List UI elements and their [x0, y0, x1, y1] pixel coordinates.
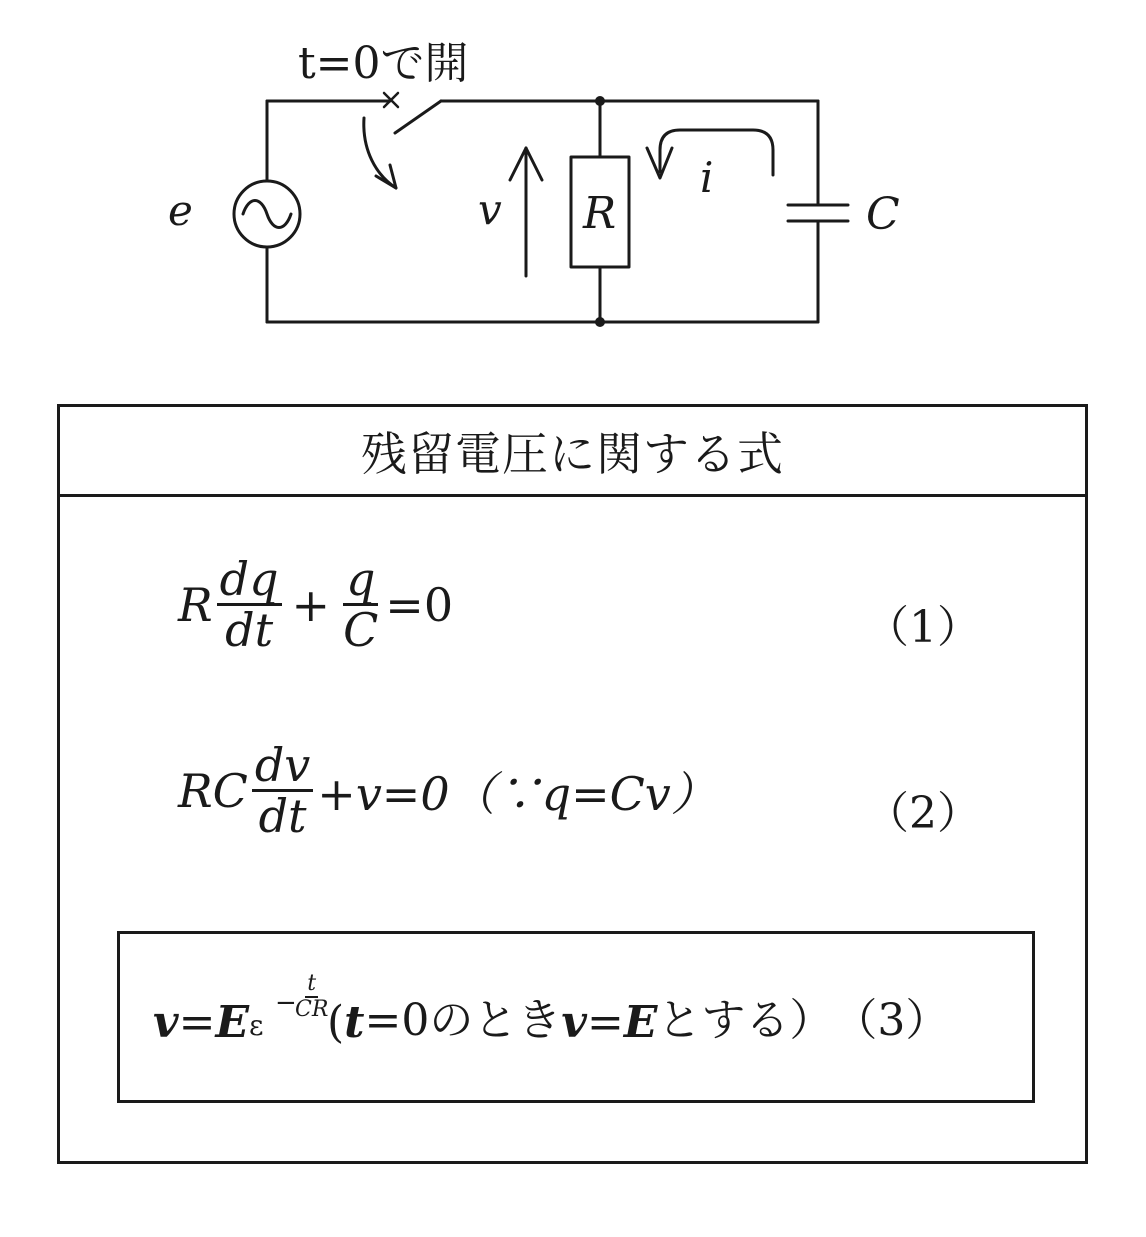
- voltage-label: v: [478, 185, 502, 234]
- eq2-rest: +v=0（∵q=Cv）: [317, 766, 717, 821]
- current-arrow-icon: [660, 130, 773, 175]
- eq3-exp-minus: −: [275, 988, 297, 1018]
- eq2-fraction-dv-dt: [252, 738, 313, 844]
- junction-dot-bottom: [595, 317, 605, 327]
- eq3-exp-fraction: [293, 972, 330, 1022]
- source-label: e: [168, 186, 193, 235]
- circuit-diagram: [0, 0, 1146, 380]
- eq3-exp-num: t: [305, 972, 318, 998]
- eq1-r: R: [178, 577, 213, 632]
- switch-label: t=0で開: [298, 38, 469, 89]
- formula-title: 残留電圧に関する式: [361, 426, 784, 481]
- eq3-number: （3）: [833, 995, 950, 1046]
- equation-3: [153, 971, 950, 1048]
- eq1-rhs: =0: [385, 577, 454, 632]
- eq2-num: dv: [252, 741, 313, 792]
- eq1-den2: C: [343, 603, 379, 658]
- eq3-eq: =: [178, 997, 216, 1048]
- formula-title-bar: [60, 407, 1085, 497]
- answer-box: [117, 931, 1035, 1103]
- eq3-cond-b: とする）: [657, 995, 834, 1046]
- eq3-t: t: [344, 997, 365, 1048]
- eq3-e2: E: [623, 997, 658, 1048]
- formula-box: [57, 404, 1088, 1164]
- eq3-v2: v: [561, 997, 587, 1048]
- switch-blade: [395, 101, 441, 133]
- equation-1: [178, 552, 454, 658]
- current-label: i: [700, 153, 714, 202]
- eq2-den: dt: [258, 789, 307, 844]
- resistor-label: R: [583, 188, 617, 239]
- eq3-v: v: [153, 997, 179, 1048]
- eq1-number: （1）: [865, 602, 981, 653]
- eq2-number: （2）: [865, 788, 981, 839]
- eq1-den1: dt: [225, 603, 274, 658]
- eq1-fraction-dq-dt: [217, 552, 282, 658]
- eq2-lhs: RC: [178, 763, 248, 818]
- eq3-exponential: [249, 971, 329, 1048]
- eq3-e: E: [215, 997, 249, 1048]
- equation-2: [178, 738, 717, 844]
- eq3-paren-open: (: [327, 997, 345, 1048]
- capacitor-label: C: [866, 189, 900, 240]
- ac-wave-icon: [243, 201, 291, 228]
- eq1-num2: q: [343, 555, 378, 606]
- eq3-cond-a: =0のとき: [364, 995, 562, 1046]
- eq3-exp-den: CR: [295, 997, 329, 1023]
- eq1-num1: dq: [217, 555, 282, 606]
- junction-dot-top: [595, 96, 605, 106]
- eq3-eq2: =: [586, 997, 624, 1048]
- eq3-epsilon: ε: [249, 1009, 264, 1042]
- eq1-fraction-q-c: [340, 552, 381, 658]
- eq1-plus: +: [291, 577, 331, 632]
